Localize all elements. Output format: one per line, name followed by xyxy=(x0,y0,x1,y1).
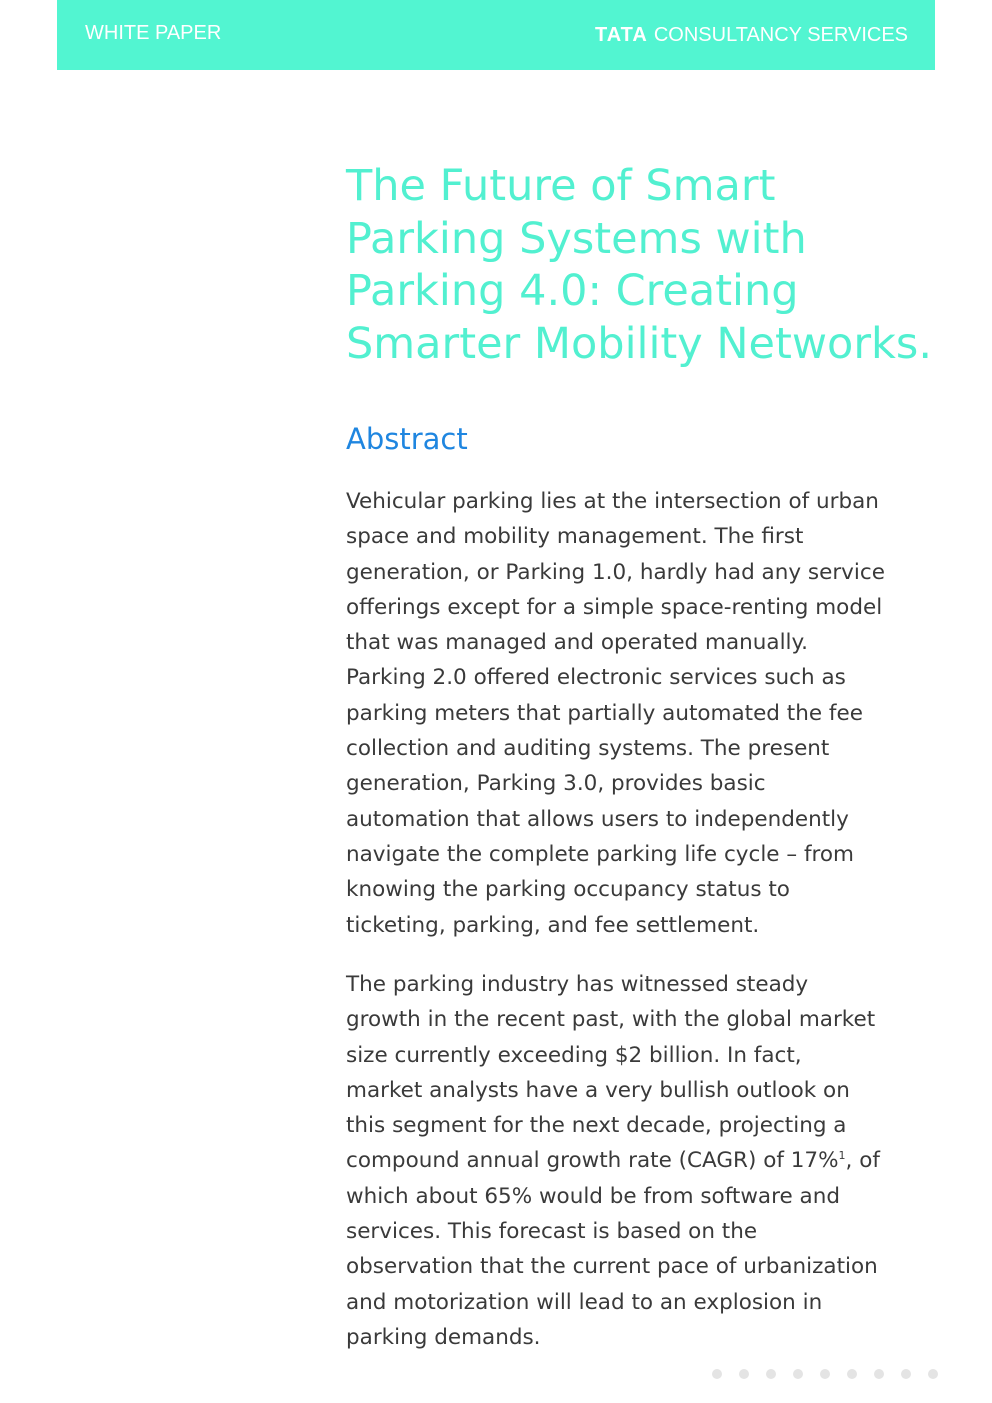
text-line: parking demands. xyxy=(346,1324,541,1350)
text-line: The parking industry has witnessed steady xyxy=(346,972,809,997)
cagr-text: compound annual growth rate (CAGR) of 17% xyxy=(346,1148,839,1174)
text-line: knowing the parking occupancy status to xyxy=(346,877,790,903)
title-line: Smarter Mobility Networks. xyxy=(346,318,933,369)
text-line: which about 65% would be from software and xyxy=(346,1183,840,1209)
dot xyxy=(847,1369,857,1379)
cagr-text-end: , of xyxy=(845,1148,880,1174)
title-line: Parking 4.0: Creating xyxy=(346,266,799,316)
dot xyxy=(712,1369,722,1379)
dot xyxy=(820,1369,830,1379)
dot xyxy=(739,1369,749,1379)
footnote-marker: 1 xyxy=(838,1149,846,1163)
text-line: parking meters that partially automated the fee xyxy=(346,700,863,726)
abstract-paragraph-1 xyxy=(346,484,956,943)
text-line: Vehicular parking lies at the intersection of urban xyxy=(346,489,879,514)
title-line: The Future of Smart xyxy=(346,161,776,211)
text-line: offerings except for a simple space-renting model xyxy=(346,594,883,620)
text-line: and motorization will lead to an explosion in xyxy=(346,1289,823,1315)
text-line: that was managed and operated manually. xyxy=(346,630,809,656)
text-line: observation that the current pace of urbanization xyxy=(346,1254,878,1280)
text-line: automation that allows users to independently xyxy=(346,806,849,832)
title-line: Parking Systems with xyxy=(346,213,807,264)
page-title xyxy=(346,160,946,370)
dot xyxy=(766,1369,776,1379)
text-line: market analysts have a very bullish outlook on xyxy=(346,1077,850,1103)
text-line: space and mobility management. The first xyxy=(346,524,804,550)
dot xyxy=(874,1369,884,1379)
section-heading-abstract: Abstract xyxy=(346,422,468,456)
dot xyxy=(793,1369,803,1379)
brand-name: CONSULTANCY SERVICES xyxy=(653,24,908,46)
text-line: this segment for the next decade, projecting a xyxy=(346,1113,847,1139)
document-type-label: WHITE PAPER xyxy=(85,22,222,44)
header-band xyxy=(57,0,935,70)
text-line: generation, Parking 3.0, provides basic xyxy=(346,771,766,797)
text-line: navigate the complete parking life cycle – from xyxy=(346,841,854,867)
text-line: generation, or Parking 1.0, hardly had any service xyxy=(346,559,885,585)
text-line: collection and auditing systems. The present xyxy=(346,736,830,762)
decorative-dots xyxy=(712,1369,938,1379)
text-line: ticketing, parking, and fee settlement. xyxy=(346,912,760,938)
abstract-paragraph-2 xyxy=(346,967,956,1355)
text-line: growth in the recent past, with the global market xyxy=(346,1007,876,1033)
text-line-cagr xyxy=(346,1143,956,1178)
dot xyxy=(928,1369,938,1379)
dot xyxy=(901,1369,911,1379)
brand-mark: TATA xyxy=(594,24,648,46)
text-line: size currently exceeding $2 billion. In fact, xyxy=(346,1042,802,1068)
text-line: Parking 2.0 offered electronic services such as xyxy=(346,665,846,691)
brand-logo xyxy=(595,24,908,47)
text-line: services. This forecast is based on the xyxy=(346,1219,758,1245)
